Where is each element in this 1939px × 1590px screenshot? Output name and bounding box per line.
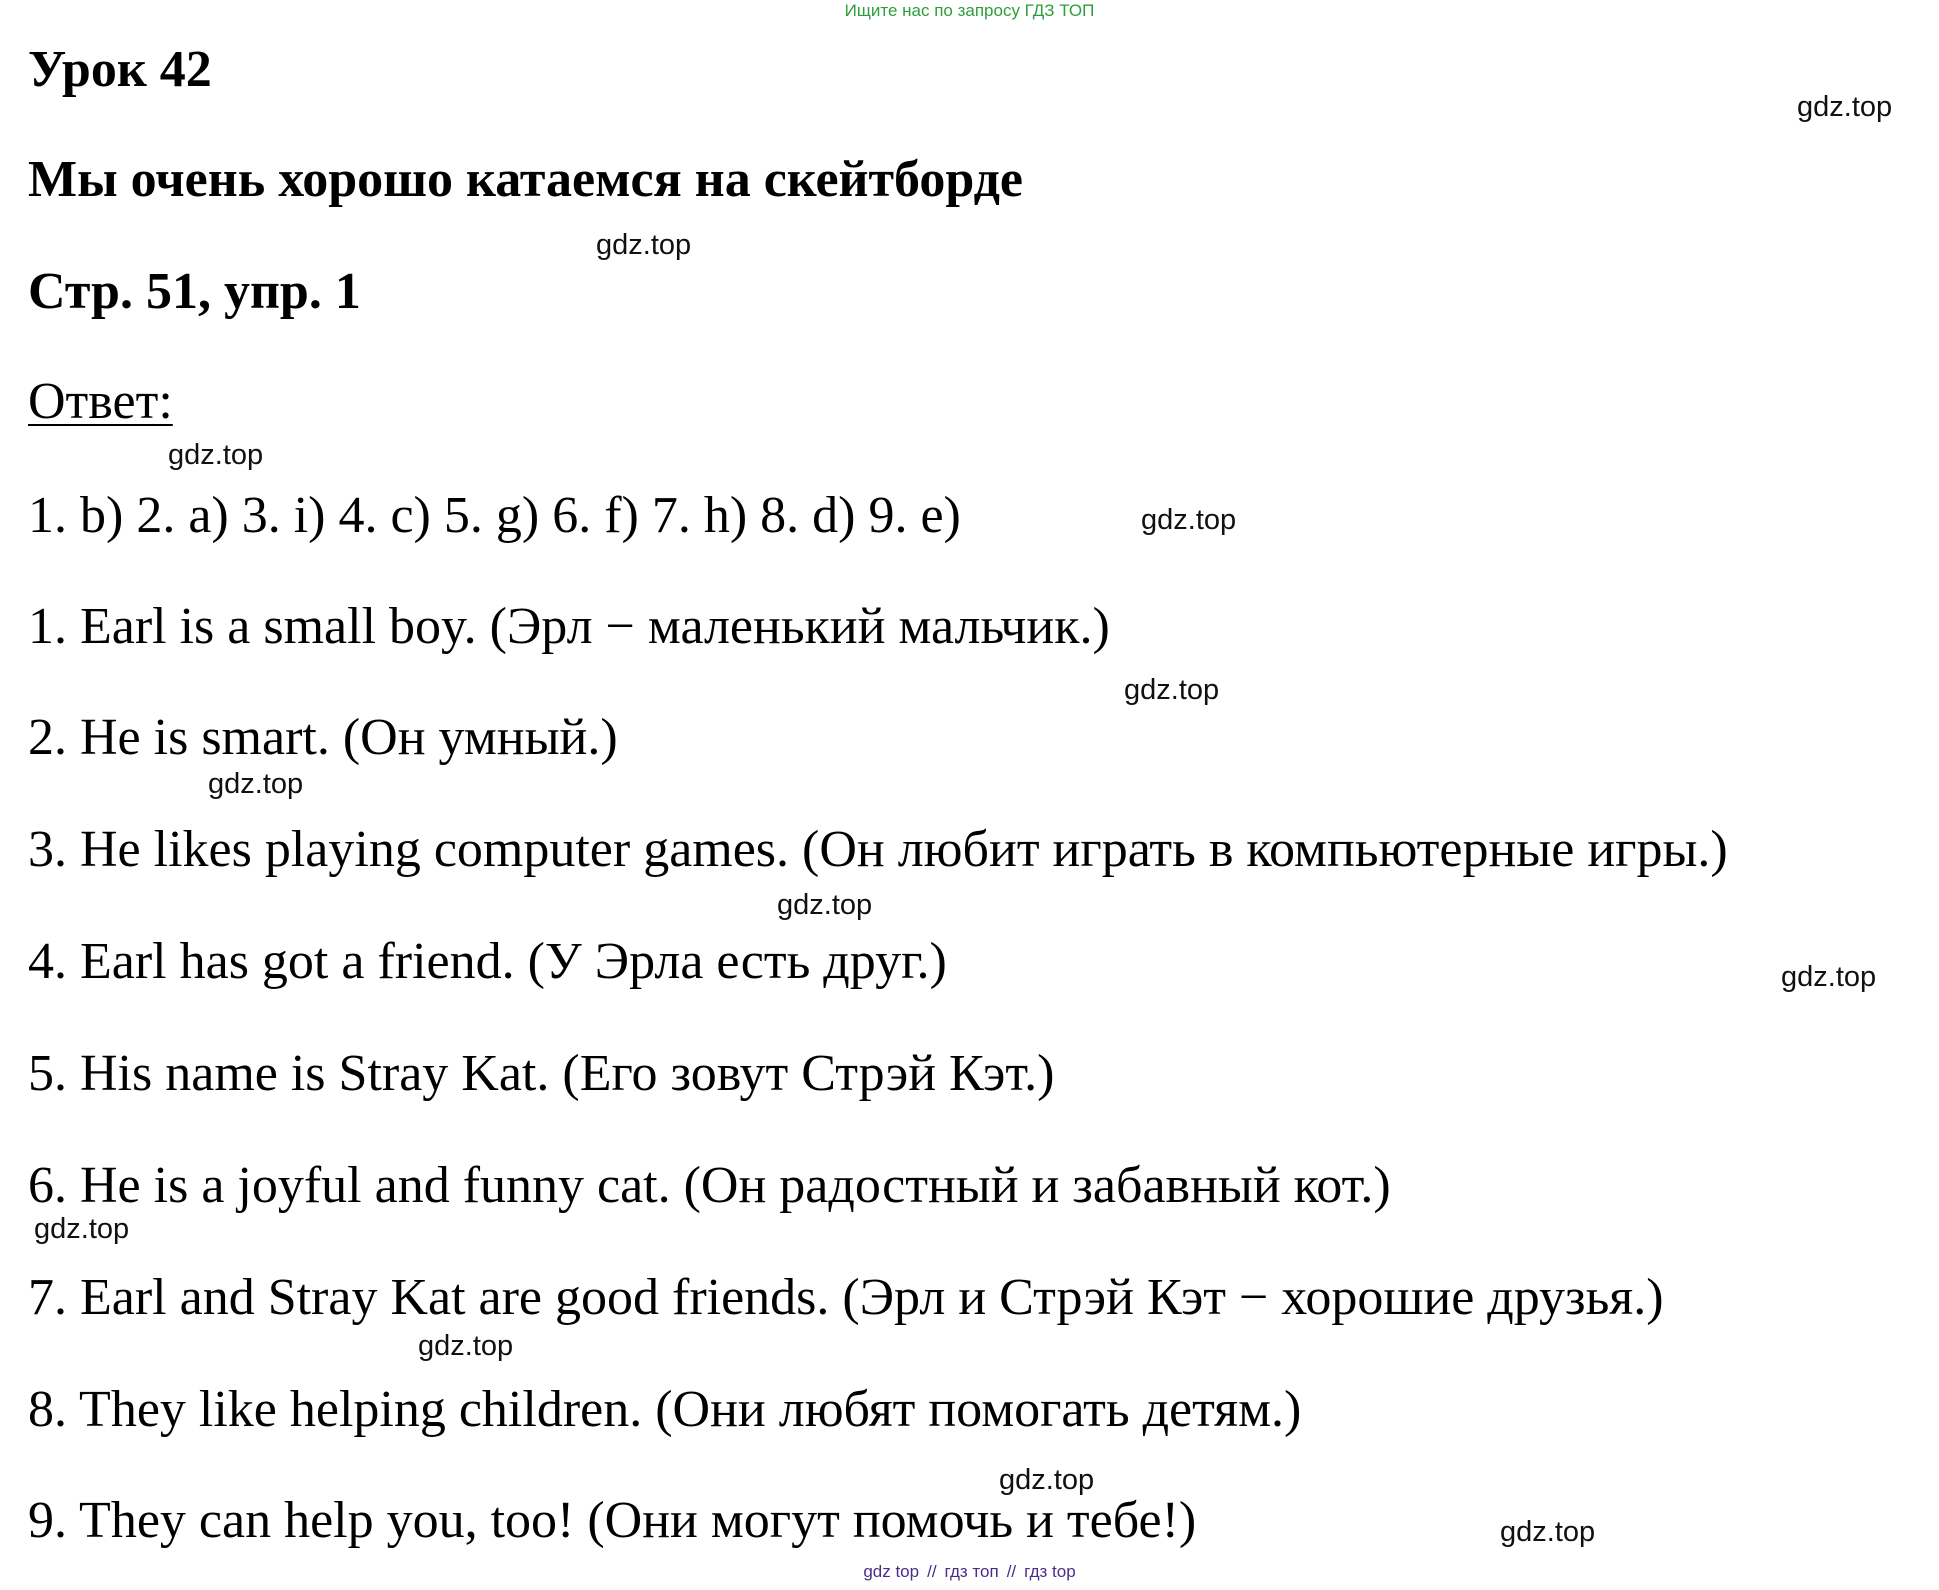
lesson-title: Урок 42 bbox=[28, 41, 212, 98]
matching-answers: 1. b) 2. a) 3. i) 4. c) 5. g) 6. f) 7. h) 8. d) 9. e) bbox=[28, 487, 961, 544]
watermark: gdz.top bbox=[999, 1464, 1095, 1496]
sentence-8: 8. They like helping children. (Они любят помогать детям.) bbox=[28, 1381, 1302, 1438]
top-banner: Ищите нас по запросу ГДЗ ТОП bbox=[844, 1, 1095, 20]
sentence-3: 3. He likes playing computer games. (Он любит играть в компьютерные игры.) bbox=[28, 821, 1728, 878]
exercise-title: Стр. 51, упр. 1 bbox=[28, 263, 361, 320]
footer-separator: // bbox=[927, 1562, 937, 1581]
watermark: gdz.top bbox=[208, 768, 304, 800]
watermark: gdz.top bbox=[777, 889, 873, 921]
watermark: gdz.top bbox=[34, 1213, 130, 1245]
sentence-6: 6. He is a joyful and funny cat. (Он радостный и забавный кот.) bbox=[28, 1157, 1391, 1214]
footer-separator: // bbox=[1006, 1562, 1017, 1581]
answer-label: Ответ: bbox=[28, 373, 173, 430]
topic-title: Мы очень хорошо катаемся на скейтборде bbox=[28, 151, 1023, 208]
watermark: gdz.top bbox=[168, 439, 264, 471]
watermark: gdz.top bbox=[596, 229, 692, 261]
watermark: gdz.top bbox=[1781, 961, 1877, 993]
watermark: gdz.top bbox=[1500, 1516, 1596, 1548]
sentence-2: 2. He is smart. (Он умный.) bbox=[28, 709, 618, 766]
watermark: gdz.top bbox=[1141, 504, 1237, 536]
footer-part-1: gdz top bbox=[863, 1562, 920, 1581]
watermark: gdz.top bbox=[1124, 674, 1220, 706]
footer-part-3: гдз top bbox=[1024, 1562, 1076, 1581]
sentence-4: 4. Earl has got a friend. (У Эрла есть друг.) bbox=[28, 933, 947, 990]
footer-watermark bbox=[0, 1561, 1939, 1583]
watermark: gdz.top bbox=[418, 1330, 514, 1362]
sentence-1: 1. Earl is a small boy. (Эрл − маленький мальчик.) bbox=[28, 598, 1110, 655]
sentence-9: 9. They can help you, too! (Они могут помочь и тебе!) bbox=[28, 1492, 1197, 1549]
sentence-5: 5. His name is Stray Kat. (Его зовут Стрэй Кэт.) bbox=[28, 1045, 1055, 1102]
watermark: gdz.top bbox=[1797, 91, 1893, 123]
sentence-7: 7. Earl and Stray Kat are good friends. (Эрл и Стрэй Кэт − хорошие друзья.) bbox=[28, 1269, 1664, 1326]
footer-part-2: гдз топ bbox=[944, 1562, 999, 1581]
